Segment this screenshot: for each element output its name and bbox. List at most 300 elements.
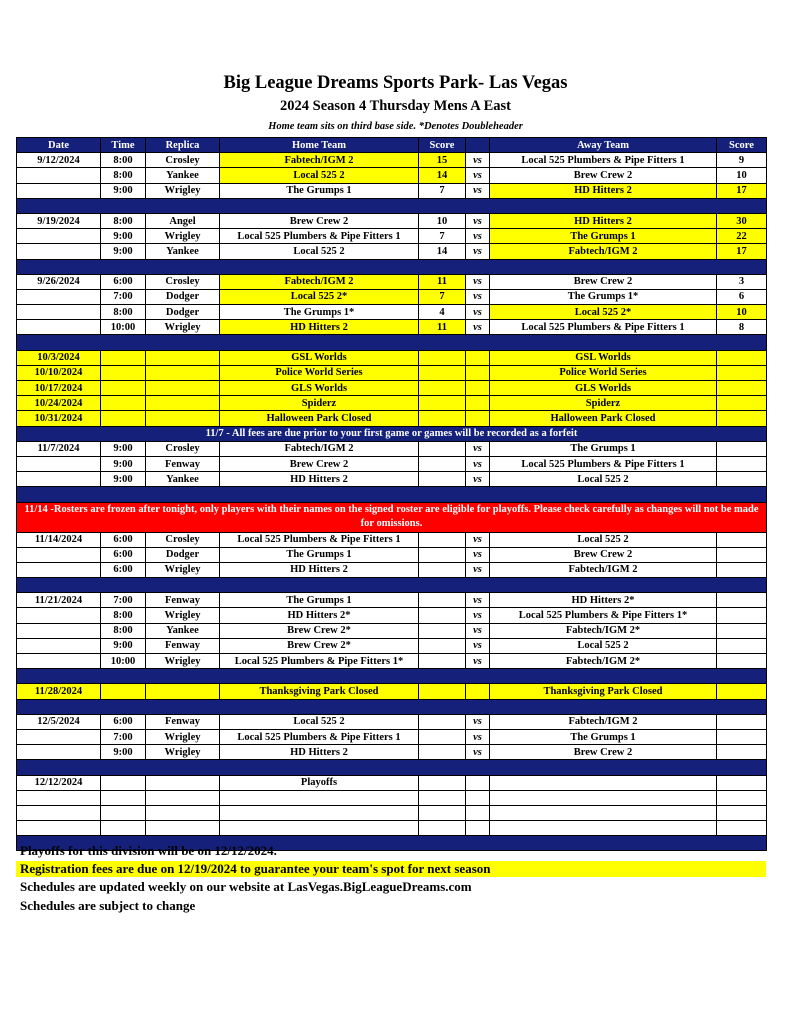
away-score-cell: 17 xyxy=(717,183,767,198)
replica-cell: Crosley xyxy=(146,532,220,547)
vs-cell: vs xyxy=(466,532,490,547)
home-score-cell xyxy=(419,684,466,699)
away-team-cell: The Grumps 1* xyxy=(490,289,717,304)
roster-alert-text: 11/14 -Rosters are frozen after tonight, only players with their names on the signed roster are eligible for playoffs. Please check carefully as changes will not be made for omissions. xyxy=(17,502,767,532)
home-score-cell xyxy=(419,532,466,547)
game-row xyxy=(17,593,767,608)
away-event-cell: Halloween Park Closed xyxy=(490,411,717,426)
date-cell: 11/7/2024 xyxy=(17,441,101,456)
col-header-time: Time xyxy=(101,138,146,153)
vs-cell: vs xyxy=(466,547,490,562)
game-row xyxy=(17,305,767,320)
home-score-cell xyxy=(419,790,466,805)
replica-cell: Wrigley xyxy=(146,183,220,198)
vs-cell: vs xyxy=(466,456,490,471)
home-score-cell xyxy=(419,821,466,836)
time-cell: 6:00 xyxy=(101,532,146,547)
home-team-cell: The Grumps 1 xyxy=(220,547,419,562)
home-team-cell: Local 525 Plumbers & Pipe Fitters 1 xyxy=(220,729,419,744)
away-team-cell: Fabtech/IGM 2* xyxy=(490,654,717,669)
time-cell: 9:00 xyxy=(101,456,146,471)
date-cell xyxy=(17,805,101,820)
away-team-cell: The Grumps 1 xyxy=(490,229,717,244)
date-cell xyxy=(17,821,101,836)
game-row xyxy=(17,213,767,228)
separator-cell xyxy=(17,487,767,502)
home-team-cell: The Grumps 1 xyxy=(220,183,419,198)
vs-cell: vs xyxy=(466,472,490,487)
separator-cell xyxy=(17,760,767,775)
roster-alert-row xyxy=(17,502,767,532)
home-team-cell: Playoffs xyxy=(220,775,419,790)
home-team-cell: Local 525 2 xyxy=(220,168,419,183)
replica-cell: Wrigley xyxy=(146,654,220,669)
replica-cell: Fenway xyxy=(146,638,220,653)
away-score-cell xyxy=(717,547,767,562)
vs-cell xyxy=(466,684,490,699)
home-team-cell: Brew Crew 2* xyxy=(220,623,419,638)
closed-date-row xyxy=(17,396,767,411)
vs-cell xyxy=(466,411,490,426)
vs-cell xyxy=(466,790,490,805)
away-score-cell xyxy=(717,638,767,653)
replica-cell: Crosley xyxy=(146,441,220,456)
separator-row xyxy=(17,487,767,502)
away-score-cell xyxy=(717,381,767,396)
time-cell: 7:00 xyxy=(101,593,146,608)
time-cell: 9:00 xyxy=(101,472,146,487)
away-team-cell: Local 525 Plumbers & Pipe Fitters 1* xyxy=(490,608,717,623)
separator-cell xyxy=(17,578,767,593)
game-row xyxy=(17,608,767,623)
away-score-cell xyxy=(717,729,767,744)
separator-row xyxy=(17,669,767,684)
replica-cell: Yankee xyxy=(146,472,220,487)
game-row xyxy=(17,229,767,244)
vs-cell: vs xyxy=(466,168,490,183)
away-score-cell xyxy=(717,472,767,487)
footer-playoffs-note: Playoffs for this division will be on 12/12/2024. xyxy=(20,843,277,858)
vs-cell: vs xyxy=(466,213,490,228)
vs-cell xyxy=(466,350,490,365)
schedule-note: Home team sits on third base side. *Denotes Doubleheader xyxy=(268,121,523,132)
home-score-cell: 4 xyxy=(419,305,466,320)
date-cell xyxy=(17,320,101,335)
game-row xyxy=(17,274,767,289)
away-score-cell xyxy=(717,456,767,471)
time-cell: 6:00 xyxy=(101,274,146,289)
home-team-cell xyxy=(220,790,419,805)
away-team-cell: The Grumps 1 xyxy=(490,729,717,744)
time-cell: 8:00 xyxy=(101,153,146,168)
away-team-cell: HD Hitters 2 xyxy=(490,213,717,228)
away-team-cell: Brew Crew 2 xyxy=(490,274,717,289)
home-score-cell xyxy=(419,638,466,653)
away-event-cell: GSL Worlds xyxy=(490,350,717,365)
vs-cell xyxy=(466,775,490,790)
time-cell: 8:00 xyxy=(101,305,146,320)
game-row xyxy=(17,441,767,456)
replica-cell: Angel xyxy=(146,213,220,228)
game-row xyxy=(17,745,767,760)
game-row xyxy=(17,654,767,669)
col-header-replica: Replica xyxy=(146,138,220,153)
col-header-away-team: Away Team xyxy=(490,138,717,153)
home-score-cell xyxy=(419,729,466,744)
home-score-cell xyxy=(419,411,466,426)
replica-cell: Wrigley xyxy=(146,745,220,760)
away-event-cell: GLS Worlds xyxy=(490,381,717,396)
away-team-cell: Fabtech/IGM 2 xyxy=(490,714,717,729)
away-score-cell: 10 xyxy=(717,305,767,320)
date-cell xyxy=(17,562,101,577)
away-score-cell xyxy=(717,805,767,820)
vs-cell: vs xyxy=(466,593,490,608)
replica-cell: Yankee xyxy=(146,168,220,183)
time-cell xyxy=(101,775,146,790)
home-team-cell: Local 525 Plumbers & Pipe Fitters 1 xyxy=(220,532,419,547)
date-cell: 12/5/2024 xyxy=(17,714,101,729)
replica-cell xyxy=(146,821,220,836)
home-team-cell: Local 525 Plumbers & Pipe Fitters 1* xyxy=(220,654,419,669)
home-score-cell: 11 xyxy=(419,320,466,335)
away-score-cell xyxy=(717,790,767,805)
date-cell xyxy=(17,745,101,760)
vs-cell xyxy=(466,365,490,380)
replica-cell xyxy=(146,684,220,699)
home-team-cell xyxy=(220,805,419,820)
time-cell xyxy=(101,381,146,396)
away-score-cell xyxy=(717,608,767,623)
game-row xyxy=(17,623,767,638)
game-row xyxy=(17,547,767,562)
time-cell: 9:00 xyxy=(101,441,146,456)
time-cell: 9:00 xyxy=(101,244,146,259)
separator-cell xyxy=(17,198,767,213)
away-score-cell xyxy=(717,623,767,638)
replica-cell: Crosley xyxy=(146,274,220,289)
schedule-body xyxy=(17,153,767,851)
away-event-cell: Spiderz xyxy=(490,396,717,411)
home-team-cell: HD Hitters 2* xyxy=(220,608,419,623)
game-row xyxy=(17,168,767,183)
away-team-cell xyxy=(490,805,717,820)
away-score-cell xyxy=(717,775,767,790)
vs-cell xyxy=(466,396,490,411)
vs-cell: vs xyxy=(466,305,490,320)
date-cell xyxy=(17,790,101,805)
time-cell: 6:00 xyxy=(101,547,146,562)
page-subtitle: 2024 Season 4 Thursday Mens A East xyxy=(280,98,511,114)
replica-cell xyxy=(146,775,220,790)
home-score-cell: 15 xyxy=(419,153,466,168)
home-score-cell xyxy=(419,350,466,365)
away-event-cell: Police World Series xyxy=(490,365,717,380)
home-event-cell: Police World Series xyxy=(220,365,419,380)
date-cell: 10/17/2024 xyxy=(17,381,101,396)
date-cell: 11/21/2024 xyxy=(17,593,101,608)
date-cell xyxy=(17,654,101,669)
date-cell: 10/24/2024 xyxy=(17,396,101,411)
home-score-cell xyxy=(419,775,466,790)
away-team-cell: Local 525 Plumbers & Pipe Fitters 1 xyxy=(490,320,717,335)
time-cell: 8:00 xyxy=(101,213,146,228)
home-score-cell xyxy=(419,623,466,638)
vs-cell: vs xyxy=(466,183,490,198)
game-row xyxy=(17,289,767,304)
away-score-cell xyxy=(717,532,767,547)
replica-cell xyxy=(146,805,220,820)
away-score-cell xyxy=(717,396,767,411)
time-cell xyxy=(101,411,146,426)
separator-row xyxy=(17,578,767,593)
away-score-cell: 6 xyxy=(717,289,767,304)
away-score-cell xyxy=(717,821,767,836)
replica-cell: Yankee xyxy=(146,244,220,259)
away-score-cell: 10 xyxy=(717,168,767,183)
time-cell xyxy=(101,790,146,805)
vs-cell: vs xyxy=(466,623,490,638)
notice-banner-row xyxy=(17,426,767,441)
away-team-cell: Local 525 Plumbers & Pipe Fitters 1 xyxy=(490,153,717,168)
home-score-cell xyxy=(419,472,466,487)
table-header-row xyxy=(17,138,767,153)
away-score-cell xyxy=(717,684,767,699)
vs-cell: vs xyxy=(466,320,490,335)
date-cell xyxy=(17,547,101,562)
away-score-cell: 30 xyxy=(717,213,767,228)
home-score-cell xyxy=(419,456,466,471)
separator-row xyxy=(17,699,767,714)
home-score-cell xyxy=(419,562,466,577)
date-cell: 12/12/2024 xyxy=(17,775,101,790)
footer-change-note: Schedules are subject to change xyxy=(20,898,196,913)
home-score-cell: 11 xyxy=(419,274,466,289)
away-team-cell: Brew Crew 2 xyxy=(490,745,717,760)
game-row xyxy=(17,790,767,805)
away-score-cell xyxy=(717,365,767,380)
date-cell: 9/12/2024 xyxy=(17,153,101,168)
game-row xyxy=(17,562,767,577)
away-score-cell xyxy=(717,411,767,426)
game-row xyxy=(17,729,767,744)
away-team-cell: Local 525 2 xyxy=(490,638,717,653)
game-row xyxy=(17,472,767,487)
replica-cell: Wrigley xyxy=(146,229,220,244)
footer-website-note: Schedules are updated weekly on our website at LasVegas.BigLeagueDreams.com xyxy=(20,879,472,894)
date-cell xyxy=(17,623,101,638)
replica-cell: Dodger xyxy=(146,289,220,304)
date-cell xyxy=(17,729,101,744)
replica-cell xyxy=(146,381,220,396)
home-team-cell: The Grumps 1* xyxy=(220,305,419,320)
replica-cell: Fenway xyxy=(146,593,220,608)
vs-cell xyxy=(466,821,490,836)
game-row xyxy=(17,805,767,820)
home-team-cell: The Grumps 1 xyxy=(220,593,419,608)
time-cell: 10:00 xyxy=(101,654,146,669)
home-team-cell xyxy=(220,821,419,836)
home-score-cell: 7 xyxy=(419,289,466,304)
away-team-cell: Local 525 2* xyxy=(490,305,717,320)
date-cell xyxy=(17,183,101,198)
away-team-cell: Brew Crew 2 xyxy=(490,168,717,183)
replica-cell xyxy=(146,365,220,380)
time-cell: 6:00 xyxy=(101,714,146,729)
home-score-cell xyxy=(419,714,466,729)
replica-cell xyxy=(146,396,220,411)
vs-cell: vs xyxy=(466,729,490,744)
home-score-cell xyxy=(419,805,466,820)
replica-cell: Wrigley xyxy=(146,729,220,744)
separator-row xyxy=(17,335,767,350)
away-team-cell xyxy=(490,790,717,805)
home-team-cell: Fabtech/IGM 2 xyxy=(220,274,419,289)
away-team-cell xyxy=(490,775,717,790)
game-row xyxy=(17,183,767,198)
game-row xyxy=(17,638,767,653)
vs-cell: vs xyxy=(466,608,490,623)
vs-cell: vs xyxy=(466,714,490,729)
away-score-cell xyxy=(717,441,767,456)
replica-cell: Wrigley xyxy=(146,562,220,577)
time-cell: 10:00 xyxy=(101,320,146,335)
vs-cell: vs xyxy=(466,229,490,244)
time-cell xyxy=(101,365,146,380)
away-team-cell: Local 525 2 xyxy=(490,472,717,487)
home-team-cell: HD Hitters 2 xyxy=(220,320,419,335)
away-score-cell: 3 xyxy=(717,274,767,289)
replica-cell: Wrigley xyxy=(146,320,220,335)
home-team-cell: HD Hitters 2 xyxy=(220,472,419,487)
date-cell: 9/26/2024 xyxy=(17,274,101,289)
home-score-cell: 10 xyxy=(419,213,466,228)
home-event-cell: Spiderz xyxy=(220,396,419,411)
home-event-cell: GLS Worlds xyxy=(220,381,419,396)
schedule-table xyxy=(16,137,767,851)
time-cell xyxy=(101,821,146,836)
away-team-cell: HD Hitters 2 xyxy=(490,183,717,198)
date-cell xyxy=(17,168,101,183)
time-cell xyxy=(101,684,146,699)
separator-row xyxy=(17,760,767,775)
time-cell: 8:00 xyxy=(101,608,146,623)
away-score-cell xyxy=(717,562,767,577)
date-cell xyxy=(17,456,101,471)
col-header-date: Date xyxy=(17,138,101,153)
replica-cell: Dodger xyxy=(146,305,220,320)
time-cell: 9:00 xyxy=(101,229,146,244)
away-team-cell: The Grumps 1 xyxy=(490,441,717,456)
away-team-cell: Local 525 2 xyxy=(490,532,717,547)
away-score-cell: 22 xyxy=(717,229,767,244)
replica-cell: Yankee xyxy=(146,623,220,638)
game-row xyxy=(17,320,767,335)
game-row xyxy=(17,821,767,836)
separator-cell xyxy=(17,259,767,274)
replica-cell: Dodger xyxy=(146,547,220,562)
home-team-cell: Local 525 2 xyxy=(220,244,419,259)
separator-cell xyxy=(17,699,767,714)
col-header-home-team: Home Team xyxy=(220,138,419,153)
separator-cell xyxy=(17,669,767,684)
time-cell: 8:00 xyxy=(101,168,146,183)
time-cell: 8:00 xyxy=(101,623,146,638)
col-header-vs xyxy=(466,138,490,153)
home-score-cell xyxy=(419,608,466,623)
home-score-cell: 7 xyxy=(419,183,466,198)
game-row xyxy=(17,153,767,168)
away-team-cell: HD Hitters 2* xyxy=(490,593,717,608)
away-team-cell xyxy=(490,821,717,836)
date-cell: 10/31/2024 xyxy=(17,411,101,426)
home-team-cell: Local 525 Plumbers & Pipe Fitters 1 xyxy=(220,229,419,244)
away-team-cell: Fabtech/IGM 2* xyxy=(490,623,717,638)
home-score-cell: 14 xyxy=(419,244,466,259)
date-cell xyxy=(17,638,101,653)
home-team-cell: Brew Crew 2 xyxy=(220,456,419,471)
game-row xyxy=(17,532,767,547)
closed-date-row xyxy=(17,350,767,365)
replica-cell: Crosley xyxy=(146,153,220,168)
away-team-cell: Fabtech/IGM 2 xyxy=(490,244,717,259)
home-event-cell: Thanksgiving Park Closed xyxy=(220,684,419,699)
home-score-cell xyxy=(419,745,466,760)
date-cell: 11/14/2024 xyxy=(17,532,101,547)
date-cell xyxy=(17,608,101,623)
vs-cell: vs xyxy=(466,654,490,669)
home-score-cell xyxy=(419,441,466,456)
replica-cell xyxy=(146,411,220,426)
closed-date-row xyxy=(17,411,767,426)
replica-cell: Fenway xyxy=(146,456,220,471)
away-score-cell: 17 xyxy=(717,244,767,259)
date-cell: 9/19/2024 xyxy=(17,213,101,228)
vs-cell: vs xyxy=(466,441,490,456)
game-row xyxy=(17,714,767,729)
home-score-cell xyxy=(419,396,466,411)
page-title: Big League Dreams Sports Park- Las Vegas xyxy=(223,73,568,93)
replica-cell: Fenway xyxy=(146,714,220,729)
col-header-away-score: Score xyxy=(717,138,767,153)
separator-row xyxy=(17,198,767,213)
away-score-cell: 9 xyxy=(717,153,767,168)
closed-date-row xyxy=(17,365,767,380)
date-cell: 10/10/2024 xyxy=(17,365,101,380)
home-team-cell: Fabtech/IGM 2 xyxy=(220,153,419,168)
col-header-home-score: Score xyxy=(419,138,466,153)
vs-cell: vs xyxy=(466,289,490,304)
time-cell xyxy=(101,396,146,411)
home-team-cell: Fabtech/IGM 2 xyxy=(220,441,419,456)
home-team-cell: HD Hitters 2 xyxy=(220,562,419,577)
home-score-cell: 14 xyxy=(419,168,466,183)
away-team-cell: Brew Crew 2 xyxy=(490,547,717,562)
away-score-cell xyxy=(717,593,767,608)
home-score-cell xyxy=(419,593,466,608)
away-score-cell xyxy=(717,350,767,365)
home-team-cell: Brew Crew 2 xyxy=(220,213,419,228)
away-event-cell: Thanksgiving Park Closed xyxy=(490,684,717,699)
time-cell: 9:00 xyxy=(101,638,146,653)
vs-cell: vs xyxy=(466,153,490,168)
time-cell: 7:00 xyxy=(101,289,146,304)
home-score-cell xyxy=(419,365,466,380)
date-cell xyxy=(17,289,101,304)
vs-cell: vs xyxy=(466,562,490,577)
home-team-cell: HD Hitters 2 xyxy=(220,745,419,760)
away-team-cell: Local 525 Plumbers & Pipe Fitters 1 xyxy=(490,456,717,471)
